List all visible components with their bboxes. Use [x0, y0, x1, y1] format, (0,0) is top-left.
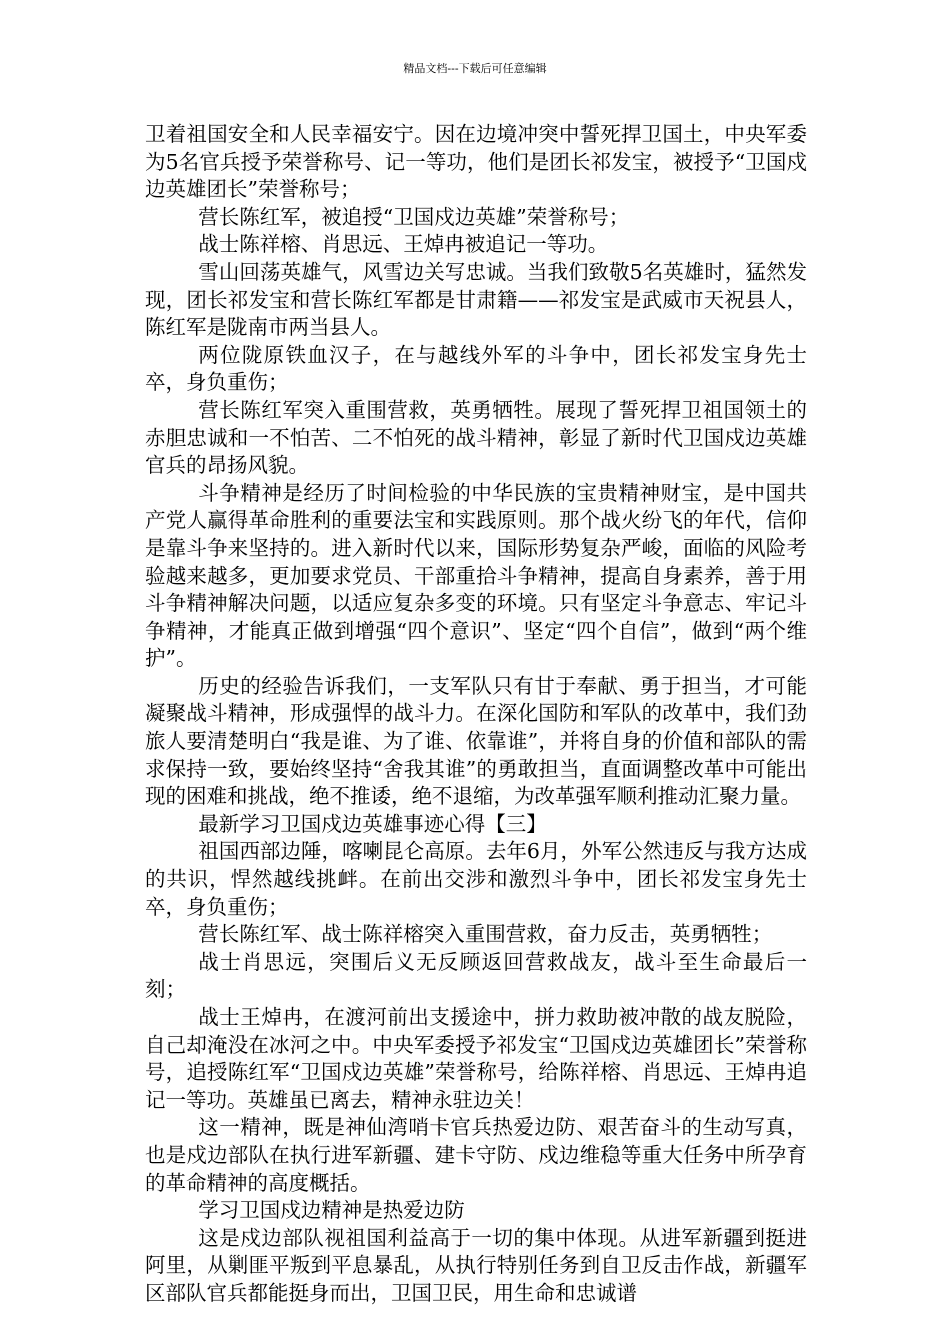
- paragraph: 营长陈红军突入重围营救，英勇牺牲。展现了誓死捍卫祖国领土的赤胆忠诚和一不怕苦、二不怕死的战斗精神，彰显了新时代卫国戍边英雄官兵的昂扬风貌。: [145, 397, 807, 478]
- paragraph: 两位陇原铁血汉子，在与越线外军的斗争中，团长祁发宝身先士卒，身负重伤；: [145, 342, 807, 395]
- paragraph: 营长陈红军、战士陈祥榕突入重围营救，奋力反击，英勇牺牲；: [198, 922, 773, 947]
- paragraph: 学习卫国戍边精神是热爱边防: [198, 1198, 465, 1223]
- paragraph: 战士王焯冉，在渡河前出支援途中，拼力救助被冲散的战友脱险，自己却淹没在冰河之中。中央军委授予祁发宝“卫国戍边英雄团长”荣誉称号，追授陈红军“卫国戍边英雄”荣誉称号，给陈祥榕、肖思远、王焯冉追记一等功。英雄虽已离去，精神永驻边关！: [145, 1005, 807, 1112]
- paragraph: 历史的经验告诉我们，一支军队只有甘于奉献、勇于担当，才可能凝聚战斗精神，形成强悍的战斗力。在深化国防和军队的改革中，我们劲旅人要清楚明白“我是谁、为了谁、依靠谁”，并将自身的价值和部队的需求保持一致，要始终坚持“舍我其谁”的勇敢担当，直面调整改革中可能出现的困难和挑战，绝不推诿，绝不退缩，为改革强军顺利推动汇聚力量。: [145, 673, 807, 809]
- paragraph: 卫着祖国安全和人民幸福安宁。因在边境冲突中誓死捍卫国土，中央军委为5名官兵授予荣誉称号、记一等功，他们是团长祁发宝，被授予“卫国戍边英雄团长”荣誉称号；: [145, 122, 807, 202]
- paragraph: 营长陈红军，被追授“卫国戍边英雄”荣誉称号；: [198, 204, 630, 229]
- paragraph: 最新学习卫国戍边英雄事迹心得【三】: [198, 811, 547, 836]
- document-body: [145, 121, 807, 1308]
- page-header: 精品文档---下载后可任意编辑: [403, 62, 547, 75]
- paragraph: 战士陈祥榕、肖思远、王焯冉被追记一等功。: [198, 232, 609, 257]
- paragraph: 这是戍边部队视祖国利益高于一切的集中体现。从进军新疆到挺进阿里，从剿匪平叛到平息暴乱，从执行特别任务到自卫反击作战，新疆军区部队官兵都能挺身而出，卫国卫民，用生命和忠诚谱: [145, 1225, 807, 1305]
- paragraph: 祖国西部边陲，喀喇昆仑高原。去年6月，外军公然违反与我方达成的共识，悍然越线挑衅。在前出交涉和激烈斗争中，团长祁发宝身先士卒，身负重伤；: [145, 839, 807, 919]
- paragraph: 战士肖思远，突围后义无反顾返回营救战友，战斗至生命最后一刻；: [145, 949, 807, 1002]
- paragraph: 斗争精神是经历了时间检验的中华民族的宝贵精神财宝，是中国共产党人赢得革命胜利的重要法宝和实践原则。那个战火纷飞的年代，信仰是靠斗争来坚持的。进入新时代以来，国际形势复杂严峻，面临的风险考验越来越多，更加要求党员、干部重拾斗争精神，提高自身素养，善于用斗争精神解决问题，以适应复杂多变的环境。只有坚定斗争意志、牢记斗争精神，才能真正做到增强“四个意识”、坚定“四个自信”，做到“两个维护”。: [145, 480, 807, 671]
- paragraph: 雪山回荡英雄气，风雪边关写忠诚。当我们致敬5名英雄时，猛然发现，团长祁发宝和营长陈红军都是甘肃籍——祁发宝是武威市天祝县人，陈红军是陇南市两当县人。: [145, 259, 807, 340]
- paragraph: 这一精神，既是神仙湾哨卡官兵热爱边防、艰苦奋斗的生动写真，也是戍边部队在执行进军新疆、建卡守防、戍边维稳等重大任务中所孕育的革命精神的高度概括。: [145, 1115, 807, 1195]
